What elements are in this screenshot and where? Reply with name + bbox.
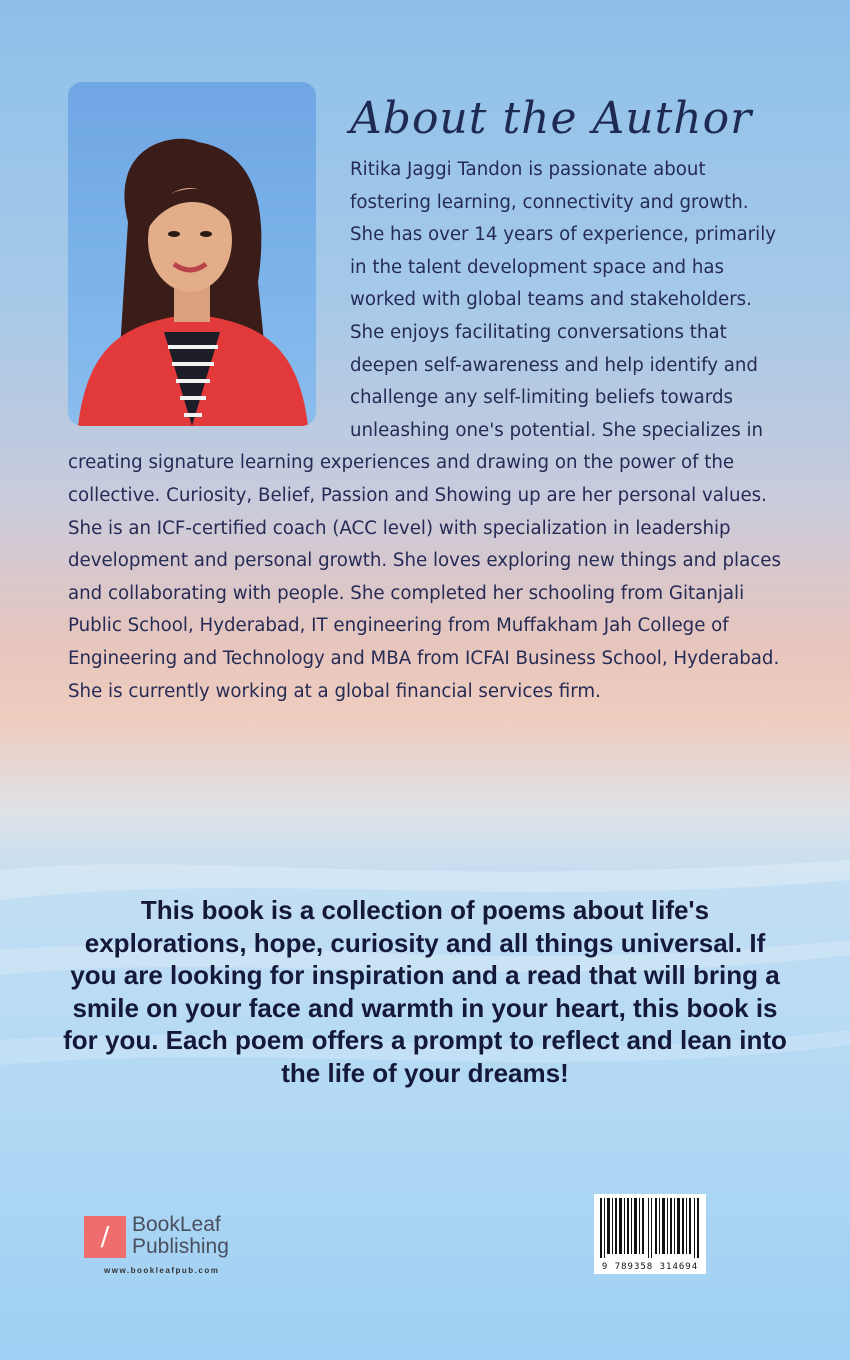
bio-paragraph: Ritika Jaggi Tandon is passionate about fostering learning, connectivity and growth. She has over 14 years of experience, primarily in the talent development space and has worked with global teams and stakeholders. She enjoys facilitating conversations that deepen self-awareness and help identify and challenge any self-limiting beliefs towards unleashing one's potential. She specializes in creating signature learning experiences and drawing on the power of the collective. Curiosity, Belief, Passion and Showing up are her personal values.	[68, 159, 777, 506]
isbn-barcode	[594, 1194, 706, 1274]
publisher-url: www.bookleafpub.com	[104, 1266, 220, 1275]
barcode-icon	[598, 1198, 702, 1258]
publisher-name-line-2: Publishing	[132, 1235, 229, 1258]
bookleaf-logo-icon: /	[84, 1216, 126, 1258]
isbn-number: 9 789358 314694	[601, 1262, 699, 1272]
about-author-heading: About the Author	[350, 93, 753, 144]
book-blurb: This book is a collection of poems about life's explorations, hope, curiosity and all things universal. If you are looking for inspiration and a read that will bring a smile on your face and warmth in your heart, this book is for you. Each poem offers a prompt to reflect and lean into the life of your dreams!	[63, 895, 787, 1088]
publisher-name-line-1: BookLeaf	[132, 1213, 221, 1236]
bio-paragraph: She is an ICF-certified coach (ACC level) with specialization in leadership development and personal growth. She loves exploring new things and places and collaborating with people. She completed her schooling from Gitanjali Public School, Hyderabad, IT engineering from Muffakham Jah College of Engineering and Technology and MBA from ICFAI Business School, Hyderabad. She is currently working at a global financial services firm.	[68, 517, 781, 702]
publisher-logo	[84, 1214, 254, 1278]
publisher-name	[132, 1214, 229, 1258]
author-bio	[68, 154, 788, 708]
